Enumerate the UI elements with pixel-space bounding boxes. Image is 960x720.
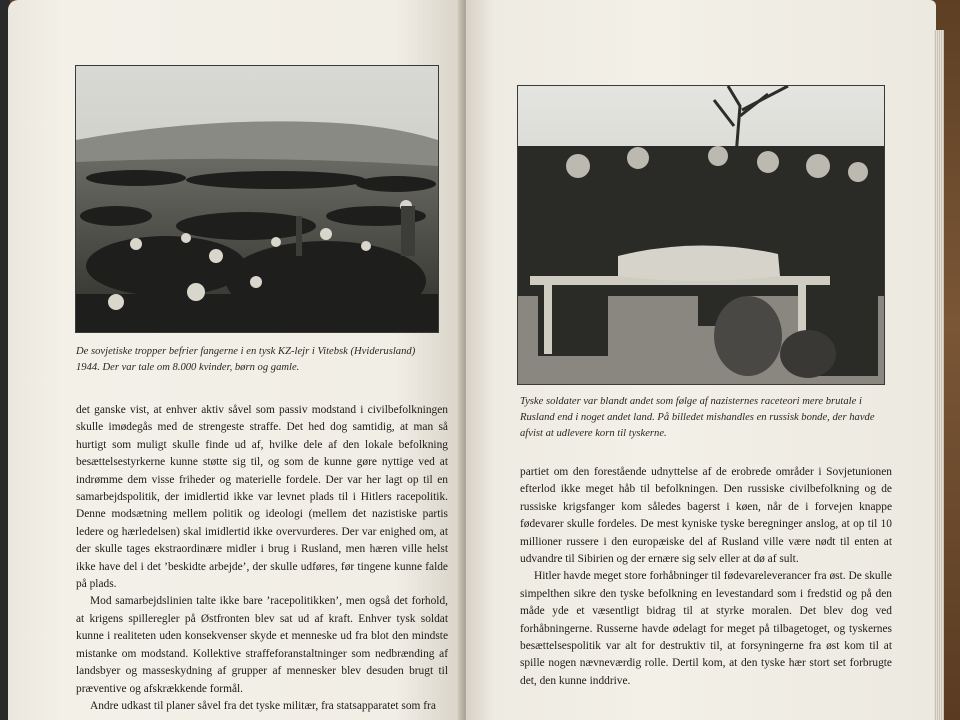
left-paragraph-3: Andre udkast til planer såvel fra det tyske militær, fra statsapparatet som fra — [90, 699, 436, 712]
right-photo-caption: Tyske soldater var blandt andet som følge af nazisternes raceteori mere brutale i Rusland end i noget andet land. På billedet mishandles en russisk bonde, der havde afvist at udlevere korn til tyskerne. — [520, 396, 875, 439]
right-page — [466, 0, 936, 720]
right-paragraph-1: partiet om den forestående udnyttelse af de erobrede områder i Sovjetunionen efterlod ikke meget håb til befolkningen. Den russiske civilbefolkning og de russiske krigsfanger kom således bagerst i køen, når de i forvejen knappe fødevarer skulle fordeles. De mest kyniske tyske beregninger anslog, at op til 10 millioner russere i den europæiske del af Rusland ville være nødt til enten at udvandre til Sibirien og der ernære sig selv eller at dø af sult. — [520, 466, 892, 566]
left-photo-prison-camp — [76, 66, 438, 332]
left-photo-caption: De sovjetiske tropper befrier fangerne i en tysk KZ-lejr i Vitebsk (Hviderusland) 1944. Der var tale om 8.000 kvinder, børn og gamle. — [76, 346, 416, 373]
left-page — [8, 0, 463, 720]
right-photo-soldiers — [518, 86, 884, 384]
page-edges — [934, 30, 944, 720]
left-paragraph-2: Mod samarbejdslinien talte ikke bare ’racepolitikken’, men også det forhold, at krigens spilleregler på Østfronten blev sat ud af kraft. Enhver tysk soldat kunne i realiteten uden konsekvenser skyde et menneske ud fra blot den mindste mistanke om modstand. Kollektive straffeforanstaltninger som nedbrænding af landsbyer og masseskydning af grupper af mennesker blev desuden brugt til præventive og afskrækkende formål. — [76, 595, 448, 695]
left-paragraph-1: det ganske vist, at enhver aktiv såvel som passiv modstand i civilbefolkningen skulle imødegås med de strengeste straffe. Det hed dog samtidig, at man så hurtigt som muligt skulle finde ud af, hvilke dele af den lokale befolkning besættelsestyrkerne kunne støtte sig til, og som de kunne gøre nyttige ved at indrømme dem visse friheder og materielle fordele. Der var her lagt op til en samarbejdspolitik, der imidlertid ikke var levnet plads til i Hitlers racepolitik. Denne modsætning mellem politik og ideologi (mellem det nazistiske partis ledere og hærledelsen) skal imidlertid ikke overvurderes. Der var enighed om, at der skulle tages ekstraordinære midler i brug i Rusland, men hæren ville helst ikke have del i det ’beskidte arbejde’, der skulle udføres, før tingene kunne falde på plads. — [76, 404, 448, 591]
right-paragraph-2: Hitler havde meget store forhåbninger til fødevareleverancer fra øst. De skulle simpelthen sikre den tyske befolkning en levestandard som i fredstid og på den måde yde et væsentligt bidrag til at styrke moralen. Det blev dog ved forhåbningerne. Russerne havde ødelagt for meget på tilbagetoget, og tyskernes besættelsespolitik var alt for destruktiv til, at forsyningerne fra øst kom til at spille nogen nævneværdig rolle. Dertil kom, at den tyske hær stort set forbrugte det, den kunne inddrive. — [520, 570, 892, 687]
right-body-text — [520, 464, 892, 690]
left-body-text — [76, 402, 448, 715]
